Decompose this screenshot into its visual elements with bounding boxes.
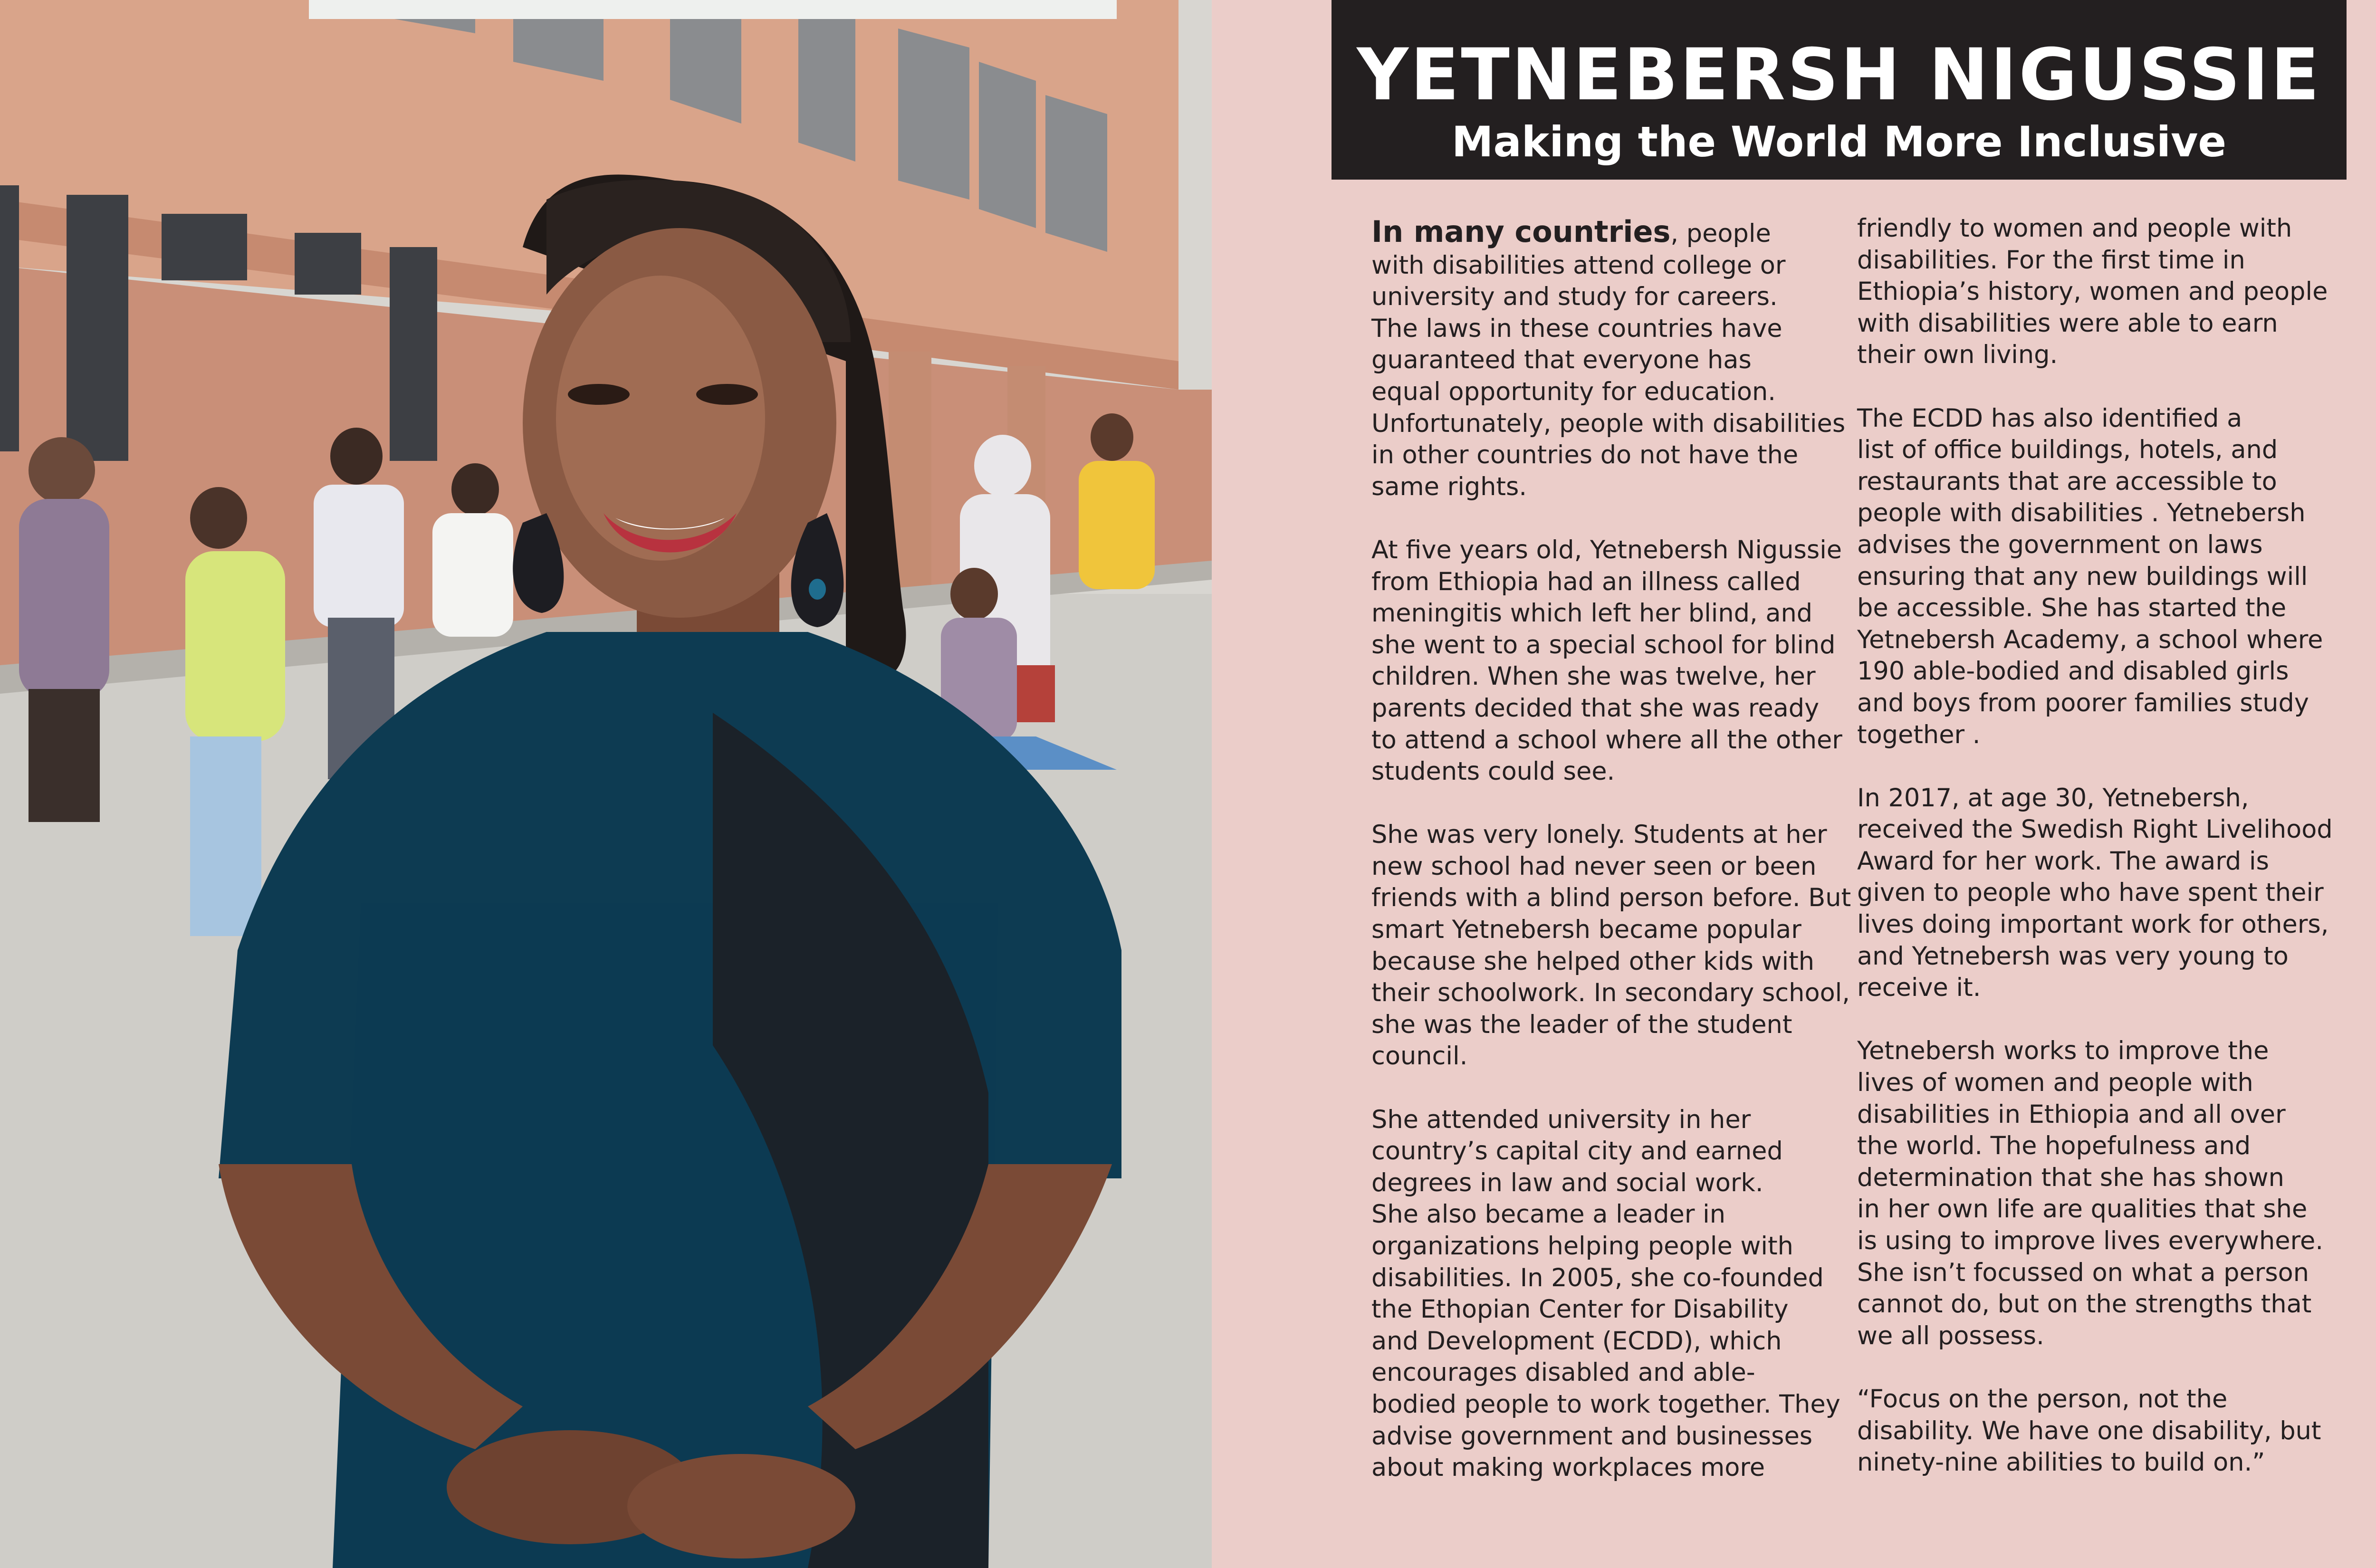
text-line: students could see.: [1371, 757, 1615, 786]
text-line: their own living.: [1857, 340, 2058, 370]
text-line: organizations helping people with: [1371, 1232, 1793, 1261]
text-line: She attended university in her: [1371, 1105, 1751, 1134]
paragraph: [1371, 1104, 1840, 1484]
paragraph: [1371, 535, 1842, 788]
page-title: YETNEBERSH NIGUSSIE: [1357, 34, 2321, 116]
text-line: and Development (ECDD), which: [1371, 1326, 1782, 1356]
text-line: and boys from poorer families study: [1857, 688, 2309, 717]
text-line: children. When she was twelve, her: [1371, 662, 1816, 691]
text-line: new school had never seen or been: [1371, 851, 1817, 881]
page-subtitle: Making the World More Inclusive: [1451, 117, 2227, 166]
text-line: list of office buildings, hotels, and: [1857, 435, 2278, 465]
article-column-left: [1371, 214, 1851, 1484]
text-line: Yetnebersh Academy, a school where: [1857, 625, 2323, 654]
text-line: from Ethiopia had an illness called: [1371, 567, 1801, 596]
text-line: received the Swedish Right Livelihood: [1857, 815, 2333, 844]
text-line: in other countries do not have the: [1371, 440, 1799, 470]
text-line: Unfortunately, people with disabilities: [1371, 409, 1846, 438]
text-line: the world. The hopefulness and: [1857, 1131, 2251, 1161]
paragraph: [1857, 1035, 2337, 1352]
text-line: encourages disabled and able-: [1371, 1358, 1755, 1387]
text-line: we all possess.: [1857, 1321, 2044, 1350]
text-line: their schoolwork. In secondary school,: [1371, 978, 1850, 1008]
text-line: with disabilities attend college or: [1371, 250, 1786, 280]
lead-phrase: In many countries: [1371, 214, 1671, 249]
text-line: Ethiopia’s history, women and people: [1857, 277, 2328, 306]
text-line: The laws in these countries have: [1371, 314, 1782, 343]
text-line: disabilities in Ethiopia and all over: [1857, 1100, 2286, 1129]
text-line: She also became a leader in: [1371, 1200, 1725, 1229]
text-line: in her own life are qualities that she: [1857, 1195, 2308, 1224]
text-line: receive it.: [1857, 973, 1981, 1003]
text-line: friendly to women and people with: [1857, 214, 2292, 243]
text-line: disability. We have one disability, but: [1857, 1416, 2321, 1445]
text-line: Yetnebersh works to improve the: [1857, 1036, 2269, 1066]
text-line: council.: [1371, 1042, 1468, 1071]
text-line: about making workplaces more: [1371, 1453, 1765, 1482]
text-line: In 2017, at age 30, Yetnebersh,: [1857, 783, 2249, 813]
text-line: At five years old, Yetnebersh Nigussie: [1371, 535, 1842, 564]
text-line: lives of women and people with: [1857, 1068, 2253, 1098]
text-line: to attend a school where all the other: [1371, 725, 1842, 755]
text-line: university and study for careers.: [1371, 282, 1778, 312]
text-line: restaurants that are accessible to: [1857, 467, 2277, 496]
text-line: she was the leader of the student: [1371, 1010, 1792, 1039]
text-line: be accessible. She has started the: [1857, 593, 2287, 623]
text-line: equal opportunity for education.: [1371, 377, 1776, 406]
text-line: meningitis which left her blind, and: [1371, 599, 1813, 628]
text-line: Award for her work. The award is: [1857, 846, 2269, 876]
text-line: and Yetnebersh was very young to: [1857, 941, 2289, 971]
article-column-right: [1857, 213, 2337, 1479]
paragraph: [1857, 783, 2337, 1004]
text-line: ensuring that any new buildings will: [1857, 562, 2308, 591]
paragraph: [1371, 214, 1846, 503]
text-line: She was very lonely. Students at her: [1371, 820, 1827, 850]
text-line: because she helped other kids with: [1371, 947, 1814, 976]
text-line: parents decided that she was ready: [1371, 693, 1820, 723]
text-line: cannot do, but on the strengths that: [1857, 1290, 2312, 1319]
quote: [1857, 1384, 2337, 1479]
paragraph: [1857, 403, 2337, 751]
text-line: The ECDD has also identified a: [1857, 403, 2242, 433]
text-line: together .: [1857, 720, 1981, 749]
text-line: people with disabilities . Yetnebersh: [1857, 498, 2306, 528]
text-line: same rights.: [1371, 472, 1527, 501]
text-line: she went to a special school for blind: [1371, 630, 1836, 660]
text-line: given to people who have spent their: [1857, 878, 2324, 908]
text-line: degrees in law and social work.: [1371, 1168, 1763, 1197]
text-line: is using to improve lives everywhere.: [1857, 1226, 2324, 1255]
text-line: determination that she has shown: [1857, 1163, 2284, 1192]
text-line: advise government and businesses: [1371, 1421, 1813, 1451]
text-line: She isn’t focussed on what a person: [1857, 1258, 2309, 1287]
text-line: smart Yetnebersh became popular: [1371, 915, 1801, 945]
text-line: , people: [1670, 219, 1771, 248]
text-line: 190 able-bodied and disabled girls: [1857, 657, 2289, 686]
text-line: the Ethopian Center for Disability: [1371, 1295, 1789, 1324]
text-line: ninety-nine abilities to build on.”: [1857, 1448, 2265, 1477]
text-line: [1371, 216, 1837, 250]
paragraph: [1371, 819, 1851, 1072]
text-line: advises the government on laws: [1857, 530, 2263, 559]
text-line: lives doing important work for others,: [1857, 910, 2329, 939]
text-line: with disabilities were able to earn: [1857, 308, 2278, 338]
text-line: “Focus on the person, not the: [1857, 1384, 2228, 1414]
text-line: country’s capital city and earned: [1371, 1137, 1783, 1166]
paragraph: [1857, 213, 2337, 371]
text-line: bodied people to work together. They: [1371, 1389, 1840, 1419]
text-line: disabilities. For the first time in: [1857, 245, 2245, 275]
title-banner: [1332, 0, 2347, 180]
text-line: friends with a blind person before. But: [1371, 883, 1851, 913]
text-line: guaranteed that everyone has: [1371, 345, 1752, 375]
text-line: disabilities. In 2005, she co-founded: [1371, 1263, 1824, 1292]
